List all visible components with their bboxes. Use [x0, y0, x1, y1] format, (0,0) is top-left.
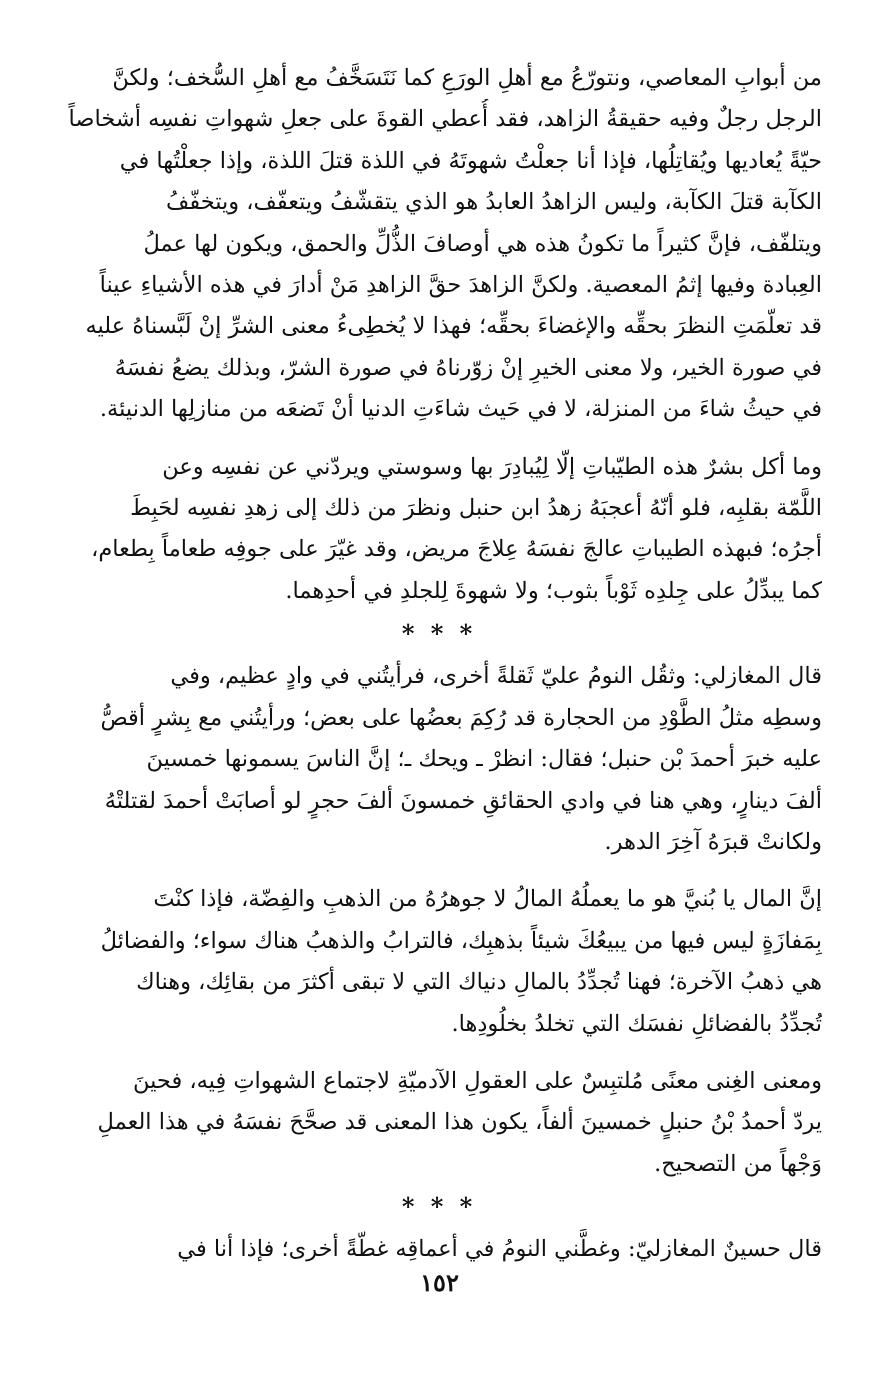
page-number: ١٥٢: [420, 1268, 459, 1297]
paragraph-4: [56, 879, 822, 1045]
paragraph-2: [56, 447, 822, 613]
text-line: حيّةً يُعاديها ويُقاتِلُها، فإذا أنا جعلْتُ شهوتَهُ في اللذة قتلَ اللذة، وإذا جعلْتُها في: [119, 147, 822, 174]
text-line: تُجدِّدُ بالفضائلِ نفسَك التي تخلدُ بخلُودِها.: [451, 1010, 822, 1037]
text-line: إنَّ المال يا بُنيَّ هو ما يعملُهُ المالُ لا جوهرُهُ من الذهبِ والفِضّة، فإذا كنْتَ: [153, 886, 822, 913]
text-line: اللَّمّة بقلبِه، فلو أنّهُ أعجبَهُ زهدُ ابن حنبل ونظرَ من ذلك إلى زهدِ نفسِه لحَبِطَ: [130, 495, 822, 522]
text-line: كما يبدِّلُ على جِلدِه ثَوْباً بثوب؛ ولا شهوةَ لِلجلدِ في أحدِهما.: [285, 577, 822, 604]
text-line: في حيثُ شاءَ من المنزلة، لا في حَيث شاءَتِ الدنيا أنْ تَضعَه من منازلِها الدنيئة.: [99, 396, 822, 423]
text-line: من أبوابِ المعاصي، ونتورّعُ مع أهلِ الورَعِ كما نَتَسَخَّفُ مع أهلِ السُّخف؛ ولكنَّ: [112, 65, 822, 91]
text-line: ويتلفّف، فإنَّ كثيراً ما تكونُ هذه هي أوصافَ الذُّلِّ والحمق، ويكون لها عملُ: [143, 230, 822, 257]
paragraph-gap: [56, 863, 822, 879]
text-line: ألفَ دينارٍ، وهي هنا في وادي الحقائقِ خمسونَ ألفَ حجرٍ لو أصابَتْ أحمدَ لقتلتْهُ: [104, 787, 822, 814]
text-line: ولكانتْ قبرَهُ آخِرَ الدهر.: [604, 828, 822, 855]
paragraph-6: [56, 1229, 822, 1270]
text-line: في صورة الخير، ولا معنى الخيرِ إنْ زوّرناهُ في صورة الشرّ، وبذلك يضعُ نفسَهُ: [114, 354, 822, 381]
text-line: الكآبة قتلَ الكآبة، وليس الزاهدُ العابدُ هو الذي يتقشّفُ ويتعفّف، ويتخفّفُ: [166, 189, 822, 216]
paragraph-1: [56, 58, 822, 431]
text-line: قال حسينٌ المغازليّ: وغطَّني النومُ في أعماقِه غطّةً أخرى؛ فإذا أنا في: [177, 1236, 822, 1263]
text-line: العِبادة وفيها إثمُ المعصية. ولكنَّ الزاهدَ حقَّ الزاهدِ مَنْ أدارَ في هذه الأشياءِ عيناً: [99, 272, 822, 299]
text-line: قال المغازلي: وثقُل النومُ عليّ ثَقلةً أخرى، فرأيتُني في وادٍ عظيم، وفي: [170, 663, 822, 690]
paragraph-gap: [56, 431, 822, 447]
text-line: ومعنى الغِنى معنًى مُلتبِسٌ على العقولِ الآدميّةِ لاجتماع الشهواتِ فِيه، فحينَ: [133, 1067, 822, 1094]
paragraph-3: [56, 656, 822, 863]
text-line: عليه خبرَ أحمدَ بْن حنبل؛ فقال: انظرْ ـ ويحك ـ؛ إنَّ الناسَ يسمونها خمسينَ: [146, 746, 822, 773]
page-body: [56, 58, 822, 1271]
text-line: الرجل رجلٌ وفيه حقيقةُ الزاهد، فقد أُعطي القوةَ على جعلِ شهواتِ نفسِه أشخاصاً: [68, 106, 822, 133]
text-line: وما أكل بشرٌ هذه الطيّباتِ إلّا لِيُبادِرَ بها وسوستي ويردّني عن نفسِه وعن: [162, 453, 822, 480]
text-line: بِمَفازَةٍ ليس فيها من يبيعُكَ شيئاً بذهبِك، فالترابُ والذهبُ هناك سواء؛ والفضائلُ: [100, 927, 822, 954]
paragraph-gap: [56, 1045, 822, 1061]
text-line: هي ذهبُ الآخرة؛ فهنا تُجدِّدُ بالمالِ دنياك التي لا تبقى أكثرَ من بقائِك، وهناك: [136, 969, 822, 996]
text-line: قد تعلّمَتِ النظرَ بحقِّه والإغضاءَ بحقِّه؛ فهذا لا يُخطِىءُ معنى الشرِّ إنْ لَبَّسناهُ عليه: [85, 313, 822, 340]
section-separator: * * *: [401, 1192, 477, 1222]
text-line: يردّ أحمدُ بْنُ حنبلٍ خمسينَ ألفاً، يكون هذا المعنى قد صحَّحَ نفسَهُ في هذا العملِ: [97, 1109, 822, 1136]
text-line: أجرُه؛ فبهذه الطيباتِ عالجَ نفسَهُ عِلاجَ مريض، وقد غيّرَ على جوفِه طعاماً بِطعام،: [91, 536, 822, 563]
text-line: وسطِه مثلُ الطَّوْدِ من الحجارة قد رُكِمَ بعضُها على بعض؛ ورأيتُني مع بِشرٍ أقصُّ: [100, 704, 822, 731]
paragraph-5: [56, 1061, 822, 1185]
section-separator: * * *: [401, 619, 477, 649]
text-line: وَجْهاً من التصحيح.: [654, 1150, 822, 1177]
